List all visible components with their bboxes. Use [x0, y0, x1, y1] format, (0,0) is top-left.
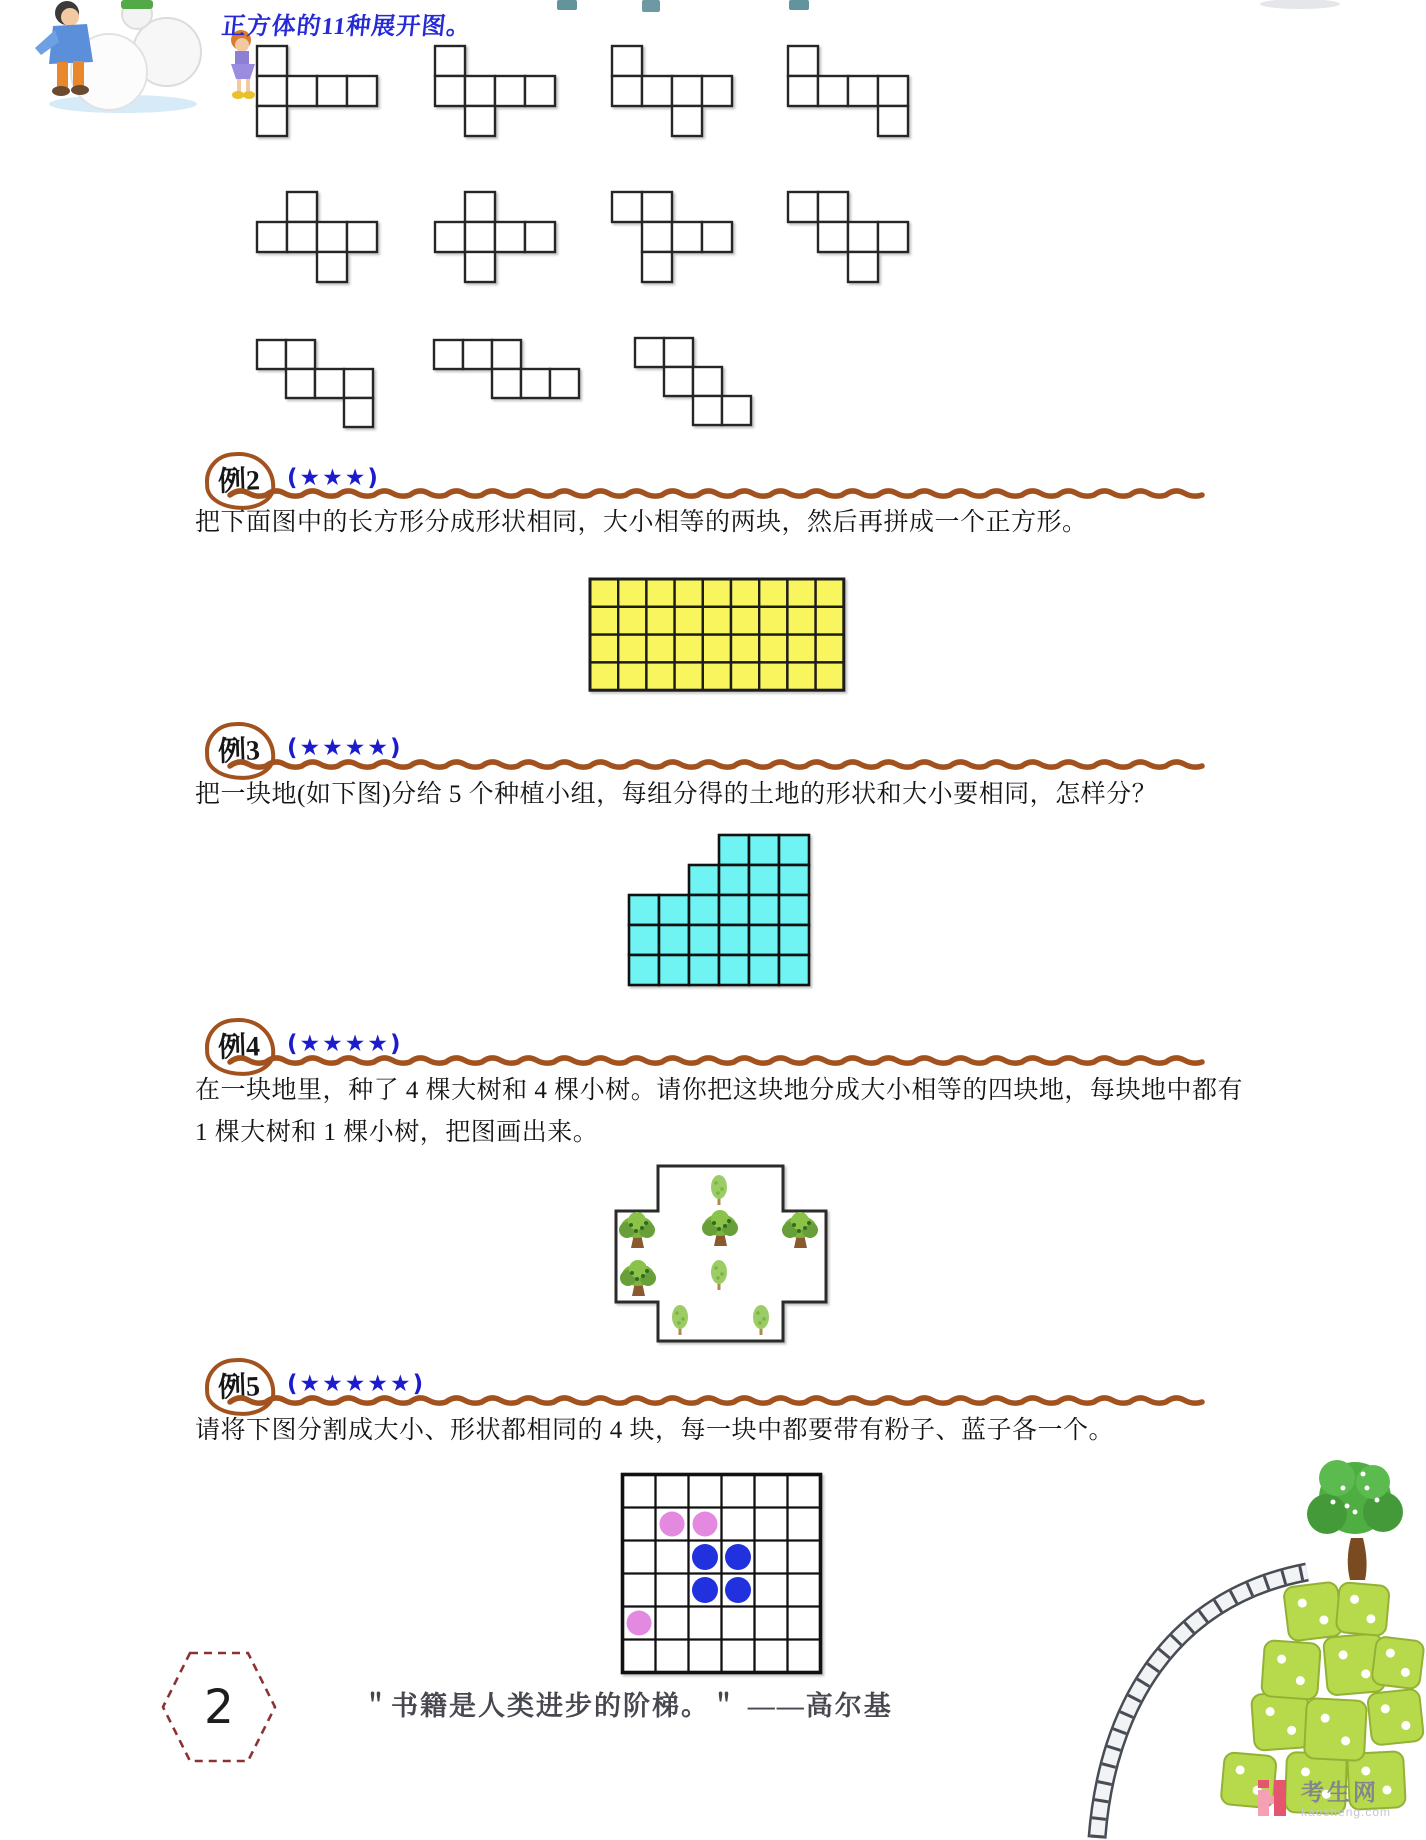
example-4-badge: 例4: [204, 1017, 276, 1077]
example-4-text: 在一块地里，种了 4 棵大树和 4 棵小树。请你把这块地分成大小相等的四块地，每块地中都有 1 棵大树和 1 棵小树，把图画出来。: [195, 1077, 1243, 1146]
example-5-stars: (★★★★★): [287, 1371, 426, 1397]
watermark-name: 考生网: [1301, 1779, 1379, 1805]
example-2-badge: 例2: [204, 451, 276, 511]
footer-quote: ＂书籍是人类进步的阶梯。＂ ——高尔基: [362, 1691, 893, 1721]
example-2-rule: [228, 487, 1218, 503]
dot-grid-figure: [620, 1472, 823, 1675]
yellow-grid-figure: [588, 577, 846, 692]
example-5-badge: 例5: [204, 1357, 276, 1417]
example-3-rule: [228, 758, 1218, 774]
example-5-text: 请将下图分割成大小、形状都相同的 4 块，每一块中都要带有粉子、蓝子各一个。: [195, 1417, 1115, 1444]
example-3-stars: (★★★★): [287, 735, 403, 761]
example-3-text: 把一块地(如下图)分给 5 个种植小组，每组分得的土地的形状和大小要相同，怎样分？: [195, 781, 1158, 808]
kaosheng-watermark: [1258, 1780, 1391, 1819]
cube-nets-figure: [0, 0, 1000, 470]
example-5-rule: [228, 1394, 1218, 1410]
example-3-badge: 例3: [204, 721, 276, 781]
tree-plot-figure: [613, 1161, 829, 1345]
example-4-stars: (★★★★): [287, 1031, 403, 1057]
watermark-logo-icon: [1258, 1780, 1292, 1818]
example-2-text: 把下面图中的长方形分成形状相同，大小相等的两块，然后再拼成一个正方形。: [195, 509, 1088, 536]
watermark-domain: kaosheng.com: [1301, 1805, 1392, 1820]
page-title: 正方体的11种展开图。: [220, 14, 473, 40]
example-2-stars: (★★★): [287, 465, 380, 491]
cyan-grid-figure: [627, 833, 811, 987]
page-number: 2: [204, 1679, 234, 1735]
example-4-rule: [228, 1054, 1218, 1070]
